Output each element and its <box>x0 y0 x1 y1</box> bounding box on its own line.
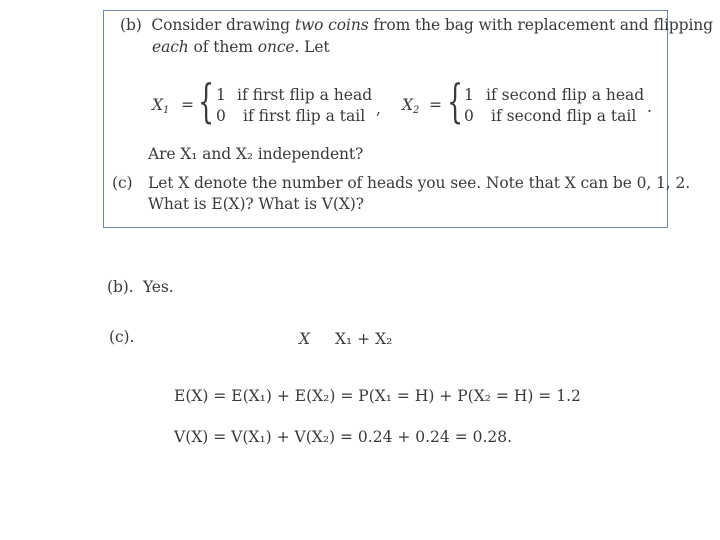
x2-brace: { <box>447 74 464 128</box>
question-b-text: Consider drawing <box>151 16 295 34</box>
definition-period: . <box>647 98 652 116</box>
question-b-emphasis: two coins <box>294 16 369 34</box>
question-c-label: (c) <box>112 174 133 192</box>
x-definition-lhs: X <box>299 330 311 348</box>
x2-case2-text: if second flip a tail <box>491 107 637 125</box>
question-b-line-1 <box>120 16 713 34</box>
answer-b-label: (b). <box>107 278 134 296</box>
x2-lhs: $X_2$ <box>402 96 420 116</box>
question-b-once: once. <box>257 38 300 56</box>
x1-brace: { <box>198 74 215 128</box>
x1-case1-value: 1 <box>216 86 226 104</box>
question-b-label: (b) <box>120 16 142 34</box>
independence-question: Are X₁ and X₂ independent? <box>148 145 364 163</box>
definition-comma: , <box>376 100 381 118</box>
question-b-let: Let <box>299 38 330 56</box>
x1-case2-text: if first flip a tail <box>243 107 366 125</box>
expectation-equation: E(X) = E(X₁) + E(X₂) = P(X₁ = H) + P(X₂ = H) = 1.2 <box>174 387 581 405</box>
question-c-line-2: What is E(X)? What is V(X)? <box>148 195 364 213</box>
x1-lhs: $X_1$ <box>152 96 170 116</box>
question-b-line-2 <box>152 38 330 56</box>
question-c-line-1: Let X denote the number of heads you see. Note that X can be 0, 1, 2. <box>148 174 691 192</box>
x2-case1-value: 1 <box>464 86 474 104</box>
x2-case2-value: 0 <box>464 107 474 125</box>
x1-equals: = <box>181 96 194 114</box>
answer-b-text: Yes. <box>143 278 174 296</box>
x1-case2-value: 0 <box>216 107 226 125</box>
x2-equals: = <box>429 96 442 114</box>
x1-case1-text: if first flip a head <box>237 86 373 104</box>
x-definition-rhs: X₁ + X₂ <box>335 330 393 348</box>
x2-case1-text: if second flip a head <box>486 86 645 104</box>
question-b-mid: of them <box>188 38 258 56</box>
question-b-each: each <box>152 38 189 56</box>
answer-c-label: (c). <box>109 328 135 346</box>
variance-equation: V(X) = V(X₁) + V(X₂) = 0.24 + 0.24 = 0.28. <box>174 428 513 446</box>
question-b-text-cont: from the bag with replacement and flipping <box>368 16 714 34</box>
